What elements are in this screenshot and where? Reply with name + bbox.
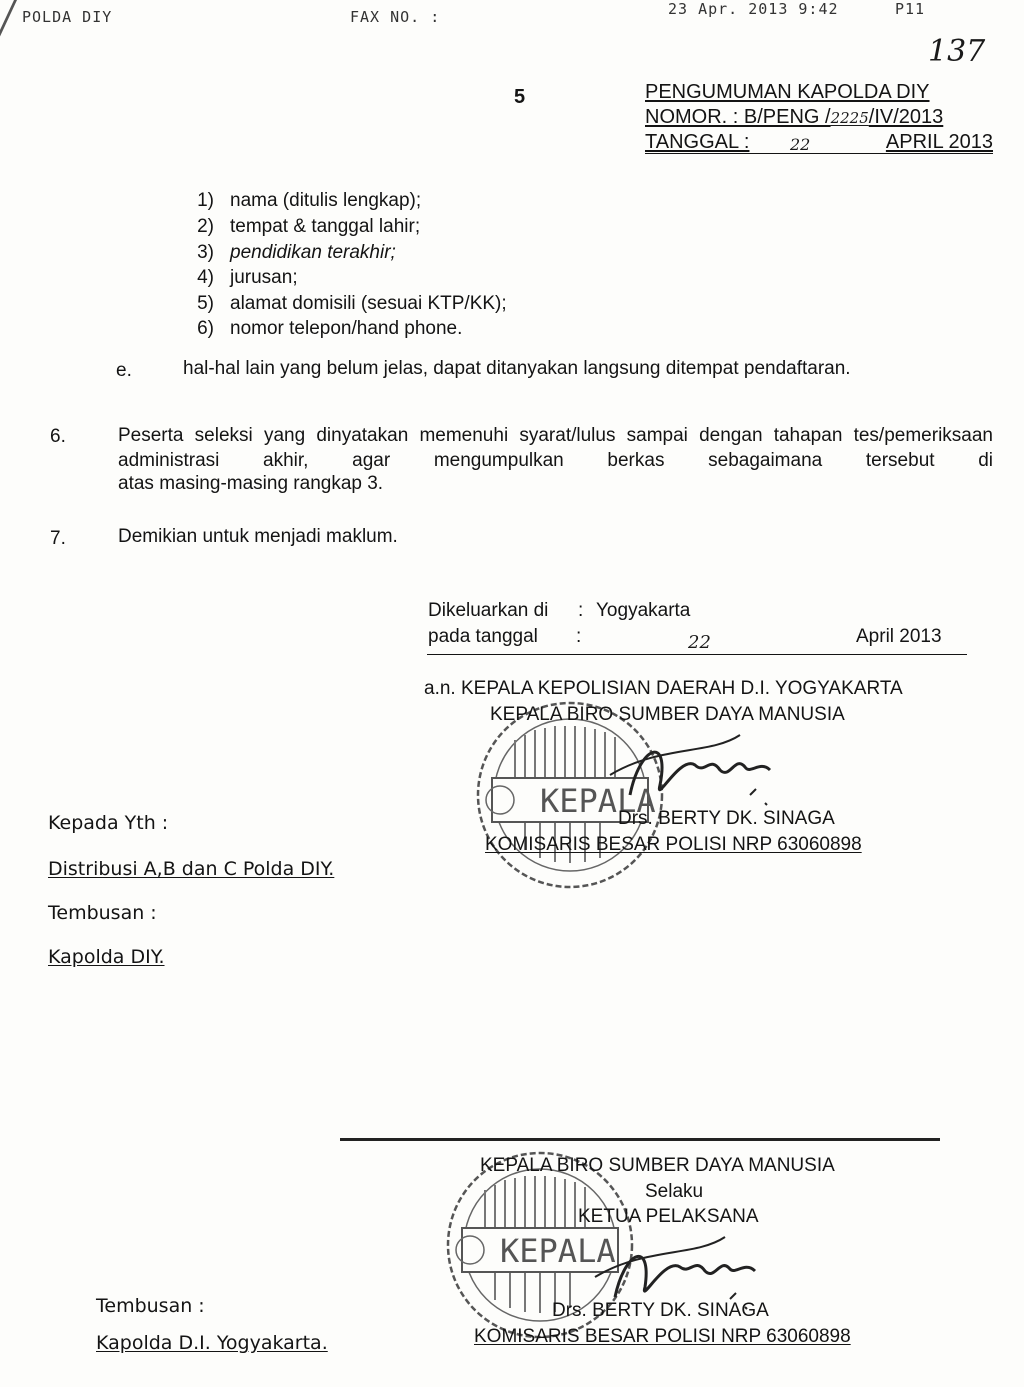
nomor-handwritten: 2225 [830, 109, 869, 127]
issued-place-label: Dikeluarkan di [428, 600, 549, 621]
fax-sender: POLDA DIY [22, 8, 113, 26]
item-6-text: Peserta seleksi yang dinyatakan memenuhi syarat/lulus sampai dengan tahapan tes/pemeriksaan administrasi akhir, agar mengumpulkan berkas sebagaimana tersebut di [118, 425, 993, 471]
issued-place: Yogyakarta [596, 600, 691, 621]
nomor-suffix: /IV/2013 [868, 106, 944, 128]
requirements-list: 1) nama (ditulis lengkap); 2) tempat & tanggal lahir; 3) pendidikan terakhir; 4) jurusan; 5) alamat domisili (sesuai KTP/KK); 6) nomor telepon/hand phone. [197, 190, 507, 339]
nomor-label: NOMOR. : B/PENG / [645, 106, 831, 128]
issued-underline [427, 654, 967, 655]
sig1-name: Drs. BERTY DK. SINAGA [618, 808, 835, 829]
tanggal-underline [645, 153, 993, 154]
header-tanggal [645, 130, 993, 155]
cc2-recipient: Kapolda D.I. Yogyakarta. [96, 1332, 328, 1354]
cc-recipient: Kapolda DIY. [48, 946, 165, 968]
item-e-text: hal-hal lain yang belum jelas, dapat ditanyakan langsung ditempat pendaftaran. [183, 358, 851, 379]
tanggal-label: TANGGAL : [645, 131, 750, 153]
cc2-label: Tembusan : [96, 1295, 205, 1317]
handwritten-page-number: 137 [928, 34, 986, 69]
fax-datetime: 23 Apr. 2013 9:42 [668, 0, 839, 18]
sig1-line2: KEPALA BIRO SUMBER DAYA MANUSIA [490, 704, 845, 725]
item-6-number: 6. [50, 426, 66, 447]
header-title [645, 80, 930, 105]
issued-place-sep: : [578, 600, 584, 621]
stamp-1-text: KEPALA [540, 782, 656, 820]
scan-corner-mark [0, 0, 17, 40]
item-e-label: e. [116, 360, 132, 381]
tanggal-suffix: APRIL 2013 [885, 131, 993, 153]
item-7-number: 7. [50, 528, 66, 549]
to-label: Kepada Yth : [48, 812, 169, 834]
page-number: 5 [514, 86, 526, 108]
sig2-name: Drs. BERTY DK. SINAGA [552, 1300, 769, 1321]
item-6-last-line: atas masing-masing rangkap 3. [118, 473, 384, 494]
sig1-rank: KOMISARIS BESAR POLISI NRP 63060898 [485, 834, 862, 855]
issued-date-sep: : [576, 626, 582, 647]
issued-date-handwritten: 22 [688, 632, 711, 653]
sig2-line1: KEPALA BIRO SUMBER DAYA MANUSIA [480, 1155, 835, 1176]
header-nomor [645, 105, 943, 131]
header-title-text: PENGUMUMAN KAPOLDA DIY [645, 81, 930, 103]
to-recipient: Distribusi A,B dan C Polda DIY. [48, 858, 335, 880]
sig1-line1: a.n. KEPALA KEPOLISIAN DAERAH D.I. YOGYAKARTA [424, 678, 903, 699]
issued-date-month-year: April 2013 [856, 626, 942, 647]
stamp-2-text: KEPALA [500, 1232, 616, 1270]
item-7-text: Demikian untuk menjadi maklum. [118, 526, 398, 547]
sig2-line2: Selaku [645, 1181, 704, 1202]
fax-number-label: FAX NO. : [350, 8, 441, 26]
divider-line [340, 1138, 940, 1141]
sig2-rank: KOMISARIS BESAR POLISI NRP 63060898 [474, 1326, 851, 1347]
issued-date-label: pada tanggal [428, 626, 538, 647]
fax-page: P11 [895, 0, 926, 18]
tanggal-handwritten: 22 [790, 135, 811, 154]
signature-1 [600, 725, 800, 815]
cc-label: Tembusan : [48, 902, 157, 924]
sig2-line3: KETUA PELAKSANA [578, 1206, 759, 1227]
